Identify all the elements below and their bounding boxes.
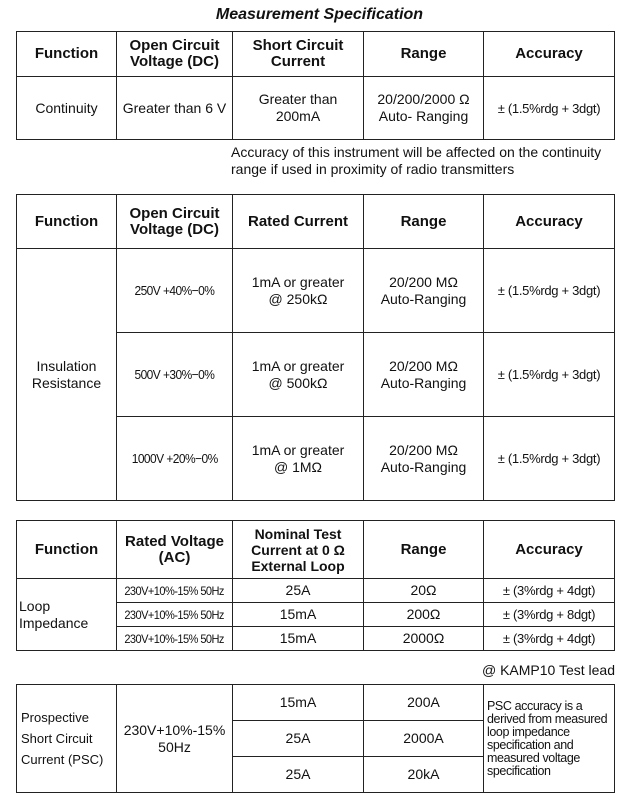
insulation-range: 20/200 MΩ Auto-Ranging — [364, 333, 484, 417]
header-accuracy: Accuracy — [484, 521, 615, 579]
loop-accuracy: ± (3%rdg + 8dgt) — [484, 603, 615, 627]
insulation-voltage: 250V +40%−0% — [117, 249, 233, 333]
loop-voltage: 230V+10%-15% 50Hz — [117, 627, 233, 651]
loop-voltage: 230V+10%-15% 50Hz — [117, 579, 233, 603]
psc-function: Prospective Short Circuit Current (PSC) — [17, 685, 117, 793]
loop-note: @ KAMP10 Test lead — [481, 662, 615, 678]
insulation-table — [16, 194, 615, 501]
psc-range: 2000A — [364, 721, 484, 757]
continuity-note-1: Accuracy of this instrument will be affected on the continuity — [231, 144, 602, 160]
header-function: Function — [17, 195, 117, 249]
continuity-voltage: Greater than 6 V — [117, 77, 233, 140]
loop-current: 15mA — [233, 627, 364, 651]
loop-accuracy: ± (3%rdg + 4dgt) — [484, 627, 615, 651]
psc-current: 25A — [233, 721, 364, 757]
continuity-range: 20/200/2000 Ω Auto- Ranging — [364, 77, 484, 140]
loop-accuracy: ± (3%rdg + 4dgt) — [484, 579, 615, 603]
loop-voltage: 230V+10%-15% 50Hz — [117, 603, 233, 627]
psc-accuracy-note: PSC accuracy is a derived from measured loop impedance specification and measured voltage specification — [484, 685, 615, 793]
insulation-accuracy: ± (1.5%rdg + 3dgt) — [484, 417, 615, 501]
insulation-function: Insulation Resistance — [17, 249, 117, 501]
loop-current: 15mA — [233, 603, 364, 627]
psc-table — [16, 684, 615, 793]
continuity-accuracy: ± (1.5%rdg + 3dgt) — [484, 77, 615, 140]
insulation-current: 1mA or greater @ 250kΩ — [233, 249, 364, 333]
header-nominal-test-current: Nominal Test Current at 0 Ω External Loop — [233, 521, 364, 579]
psc-current: 25A — [233, 757, 364, 793]
continuity-function: Continuity — [17, 77, 117, 140]
header-open-circuit-voltage: Open Circuit Voltage (DC) — [117, 195, 233, 249]
loop-range: 200Ω — [364, 603, 484, 627]
header-range: Range — [364, 195, 484, 249]
loop-range: 20Ω — [364, 579, 484, 603]
header-function: Function — [17, 32, 117, 77]
header-rated-current: Rated Current — [233, 195, 364, 249]
insulation-range: 20/200 MΩ Auto-Ranging — [364, 249, 484, 333]
header-accuracy: Accuracy — [484, 195, 615, 249]
psc-voltage: 230V+10%-15% 50Hz — [117, 685, 233, 793]
header-accuracy: Accuracy — [484, 32, 615, 77]
header-rated-voltage: Rated Voltage (AC) — [117, 521, 233, 579]
insulation-range: 20/200 MΩ Auto-Ranging — [364, 417, 484, 501]
loop-current: 25A — [233, 579, 364, 603]
insulation-voltage: 500V +30%−0% — [117, 333, 233, 417]
insulation-accuracy: ± (1.5%rdg + 3dgt) — [484, 333, 615, 417]
continuity-note-2: range if used in proximity of radio transmitters — [231, 161, 515, 177]
header-short-circuit-current: Short Circuit Current — [233, 32, 364, 77]
header-range: Range — [364, 32, 484, 77]
psc-current: 15mA — [233, 685, 364, 721]
loop-range: 2000Ω — [364, 627, 484, 651]
continuity-current: Greater than 200mA — [233, 77, 364, 140]
psc-range: 20kA — [364, 757, 484, 793]
continuity-table — [16, 31, 615, 140]
insulation-voltage: 1000V +20%−0% — [117, 417, 233, 501]
header-range: Range — [364, 521, 484, 579]
insulation-accuracy: ± (1.5%rdg + 3dgt) — [484, 249, 615, 333]
loop-function: Loop Impedance — [17, 579, 117, 651]
page-title: Measurement Specification — [215, 6, 424, 23]
header-open-circuit-voltage: Open Circuit Voltage (DC) — [117, 32, 233, 77]
insulation-current: 1mA or greater @ 1MΩ — [233, 417, 364, 501]
header-function: Function — [17, 521, 117, 579]
loop-impedance-table — [16, 520, 615, 651]
psc-range: 200A — [364, 685, 484, 721]
insulation-current: 1mA or greater @ 500kΩ — [233, 333, 364, 417]
